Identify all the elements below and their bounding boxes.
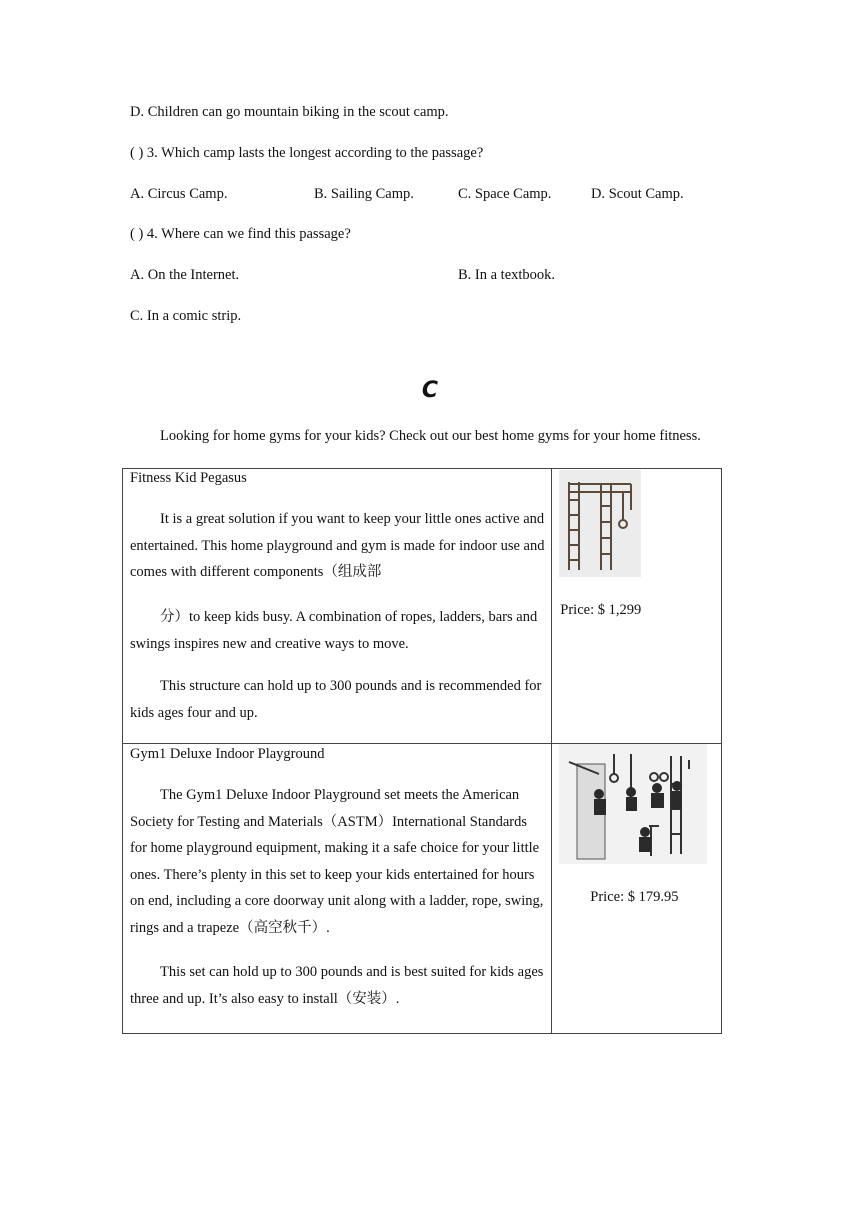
product-name: Fitness Kid Pegasus	[130, 470, 247, 486]
indoor-playground-image	[559, 744, 707, 864]
product-table	[122, 468, 722, 1034]
product-media-cell	[552, 744, 722, 1034]
product-description-cell	[123, 744, 552, 1034]
climbing-frame-image	[559, 470, 641, 577]
q4-option-b: B. In a textbook.	[458, 267, 556, 283]
table-row	[123, 469, 722, 744]
q3-option-b: B. Sailing Camp.	[314, 186, 414, 202]
product-price: Price: $ 1,299	[560, 602, 642, 618]
table-row	[123, 744, 722, 1034]
product-paragraph: This set can hold up to 300 pounds and is best suited for kids ages three and up. It’s also easy to install（安装）.	[130, 964, 544, 1007]
q3-option-a: A. Circus Camp.	[130, 186, 228, 202]
product-paragraph: The Gym1 Deluxe Indoor Playground set meets the American Society for Testing and Materials（ASTM）International Standards for home playground equipment, making it a safe choice for your little ones. There’s plenty in this set to keep your kids entertained for hours on end, including a core doorway unit along with a ladder, rope, swing, rings and a trapeze（高空秋千）.	[130, 787, 544, 936]
section-heading: C	[421, 378, 439, 403]
section-intro: Looking for home gyms for your kids? Check out our best home gyms for your home fitness.	[160, 428, 701, 444]
product-paragraph: It is a great solution if you want to keep your little ones active and entertained. This home playground and gym is made for indoor use and comes with different components（组成部	[130, 511, 545, 580]
q3-option-c: C. Space Camp.	[458, 186, 552, 202]
product-paragraph: 分）to keep kids busy. A combination of ropes, ladders, bars and swings inspires new and creative ways to move.	[130, 609, 538, 652]
product-description-cell	[123, 469, 552, 744]
q3-option-d: D. Scout Camp.	[591, 186, 684, 202]
q4-option-c: C. In a comic strip.	[130, 308, 242, 324]
q2-option-d: D. Children can go mountain biking in the scout camp.	[130, 104, 449, 120]
product-media-cell	[552, 469, 722, 744]
product-paragraph: This structure can hold up to 300 pounds and is recommended for kids ages four and up.	[130, 678, 542, 721]
q4-question: ( ) 4. Where can we find this passage?	[130, 226, 351, 242]
product-price: Price: $ 179.95	[590, 889, 679, 905]
product-name: Gym1 Deluxe Indoor Playground	[130, 746, 325, 762]
q3-question: ( ) 3. Which camp lasts the longest according to the passage?	[130, 145, 484, 161]
q4-option-a: A. On the Internet.	[130, 267, 240, 283]
